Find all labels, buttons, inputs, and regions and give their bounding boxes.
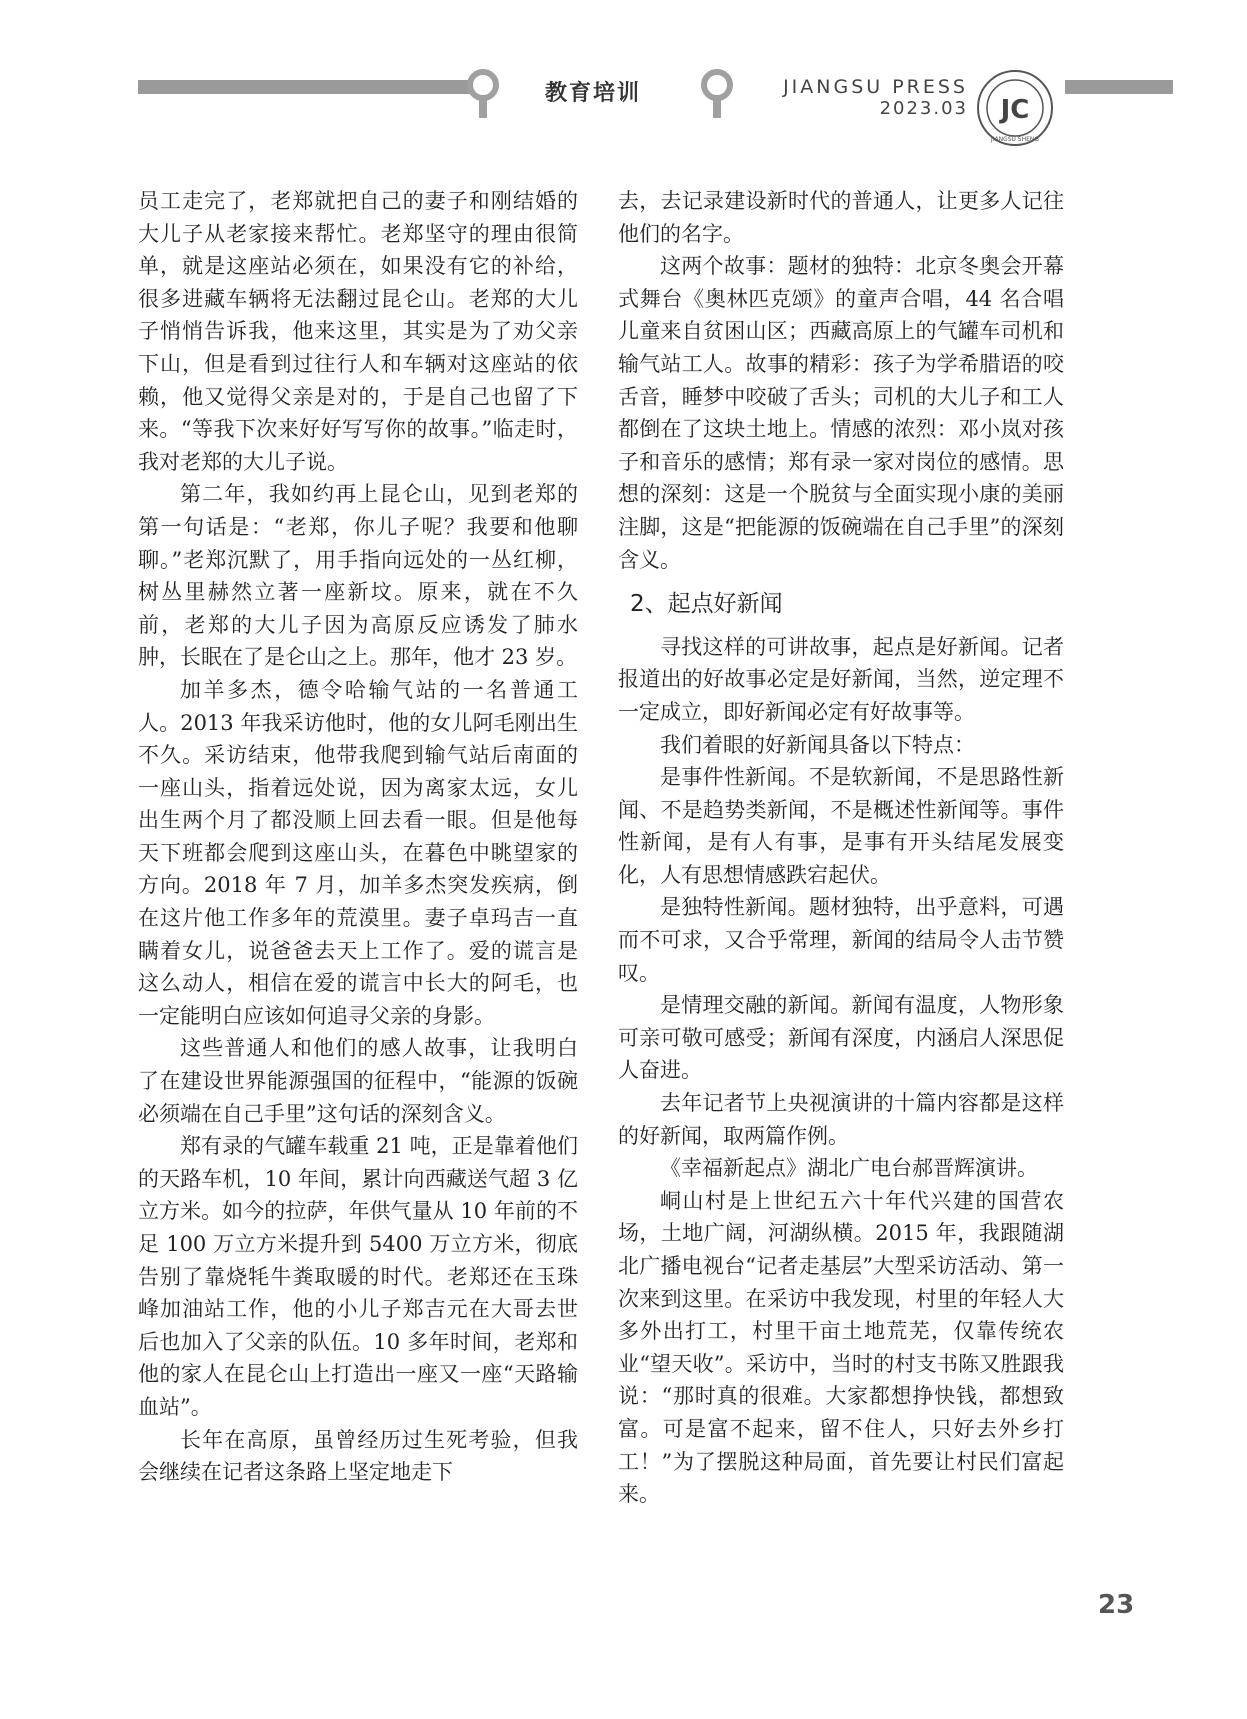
seal-text: JIANGSU SHENG — [990, 136, 1040, 143]
section-heading: 2、起点好新闻 — [630, 591, 783, 618]
journal-seal-icon — [975, 68, 1055, 148]
issue-number: 2023.03 — [879, 98, 968, 119]
paragraph: 是事件性新闻。不是软新闻，不是思路性新闻、不是趋势类新闻，不是概述性新闻等。事件性新闻，是有人有事，是事有开头结尾发展变化，人有思想情感跌宕起伏。 — [618, 765, 1064, 887]
paragraph: 这些普通人和他们的感人故事，让我明白了在建设世界能源强国的征程中，“能源的饭碗必须端在自己手里”这句话的深刻含义。 — [138, 1036, 578, 1126]
header-bar-left — [138, 80, 483, 94]
left-column — [138, 185, 578, 1489]
paragraph: 加羊多杰，德令哈输气站的一名普通工人。2013 年我采访他时，他的女儿阿毛刚出生不久。采访结束，他带我爬到输气站后南面的一座山头，指着远处说，因为离家太远，女儿出生两个月了都没顺上回去看一眼。但是他每天下班都会爬到这座山头，在暮色中眺望家的方向。2018 年 7 月，加羊多杰突发疾病，倒在这片他工作多年的荒漠里。妻子卓玛吉一直瞒着女儿，说爸爸去天上工作了。爱的谎言是这么动人，相信在爱的谎言中长大的阿毛，也一定能明白应该如何追寻父亲的身影。 — [138, 677, 578, 1028]
paragraph: 第二年，我如约再上昆仑山，见到老郑的第一句话是：“老郑，你儿子呢？我要和他聊聊。”老郑沉默了，用手指向远处的一丛红柳，树丛里赫然立著一座新坟。原来，就在不久前，老郑的大儿子因为高原反应诱发了肺水肿，长眠在了是仑山之上。那年，他才 23 岁。 — [138, 482, 578, 670]
paragraph: 《幸福新起点》湖北广电台郝晋辉演讲。 — [660, 1156, 1038, 1181]
paragraph: 寻找这样的可讲故事，起点是好新闻。记者报道出的好故事必定是好新闻，当然，逆定理不一定成立，即好新闻必定有好故事等。 — [618, 634, 1064, 724]
paragraph: 峒山村是上世纪五六十年代兴建的国营农场，土地广阔，河湖纵横。2015 年，我跟随湖北广播电视台“记者走基层”大型采访活动、第一次来到这里。在采访中我发现，村里的年轻人大多外出打工，村里干亩土地荒芜，仅靠传统农业“望天收”。采访中，当时的村支书陈又胜跟我说：“那时真的很难。大家都想挣快钱，都想致富。可是富不起来，留不住人，只好去外乡打工！”为了摆脱这种局面，首先要让村民们富起来。 — [618, 1188, 1064, 1507]
paragraph: 是情理交融的新闻。新闻有温度，人物形象可亲可敬可感受；新闻有深度，内涵启人深思促人奋进。 — [618, 993, 1064, 1083]
location-pin-icon — [466, 68, 500, 120]
svg-text:JC: JC — [1000, 95, 1030, 125]
location-pin-icon — [700, 68, 734, 120]
brand-name: JIANGSU PRESS — [783, 76, 968, 98]
paragraph: 长年在高原，虽曾经历过生死考验，但我会继续在记者这条路上坚定地走下 — [138, 1427, 578, 1485]
section-title: 教育培训 — [545, 81, 642, 106]
paragraph: 员工走完了，老郑就把自己的妻子和刚结婚的大儿子从老家接来帮忙。老郑坚守的理由很简单，就是这座站必须在，如果没有它的补给，很多进藏车辆将无法翻过昆仑山。老郑的大儿子悄悄告诉我，他来这里，其实是为了劝父亲下山，但是看到过往行人和车辆对这座站的依赖，他又觉得父亲是对的，于是自己也留了下来。“等我下次来好好写写你的故事。”临走时，我对老郑的大儿子说。 — [138, 189, 578, 474]
paragraph: 是独特性新闻。题材独特，出乎意料，可遇而不可求，又合乎常理，新闻的结局令人击节赞叹。 — [618, 895, 1064, 985]
brand-block — [758, 76, 968, 120]
paragraph: 这两个故事：题材的独特：北京冬奥会开幕式舞台《奥林匹克颂》的童声合唱，44 名合唱儿童来自贫困山区；西藏高原上的气罐车司机和输气站工人。故事的精彩：孩子为学希腊语的咬舌音，睡梦中咬破了舌头；司机的大儿子和工人都倒在了这块土地上。情感的浓烈：邓小岚对孩子和音乐的感情；郑有录一家对岗位的感情。思想的深刻：这是一个脱贫与全面实现小康的美丽注脚，这是“把能源的饭碗端在自己手里”的深刻含义。 — [618, 254, 1064, 572]
right-column — [618, 185, 1064, 1511]
header-bar-right — [1065, 80, 1173, 94]
page-number: 23 — [1098, 1590, 1135, 1620]
paragraph: 郑有录的气罐车载重 21 吨，正是靠着他们的天路车机，10 年间，累计向西藏送气超 3 亿立方米。如今的拉萨，年供气量从 10 年前的不足 100 万立方米提升到 5400 万立方米，彻底告别了靠烧牦牛粪取暖的时代。老郑还在玉珠峰加油站工作，他的小儿子郑吉元在大哥去世后也加入了父亲的队伍。10 多年时间，老郑和他的家人在昆仑山上打造出一座又一座“天路输血站”。 — [138, 1134, 578, 1419]
paragraph: 我们着眼的好新闻具备以下特点： — [660, 732, 975, 757]
paragraph: 去年记者节上央视演讲的十篇内容都是这样的好新闻，取两篇作例。 — [618, 1091, 1064, 1148]
paragraph: 去，去记录建设新时代的普通人，让更多人记往他们的名字。 — [618, 189, 1064, 246]
